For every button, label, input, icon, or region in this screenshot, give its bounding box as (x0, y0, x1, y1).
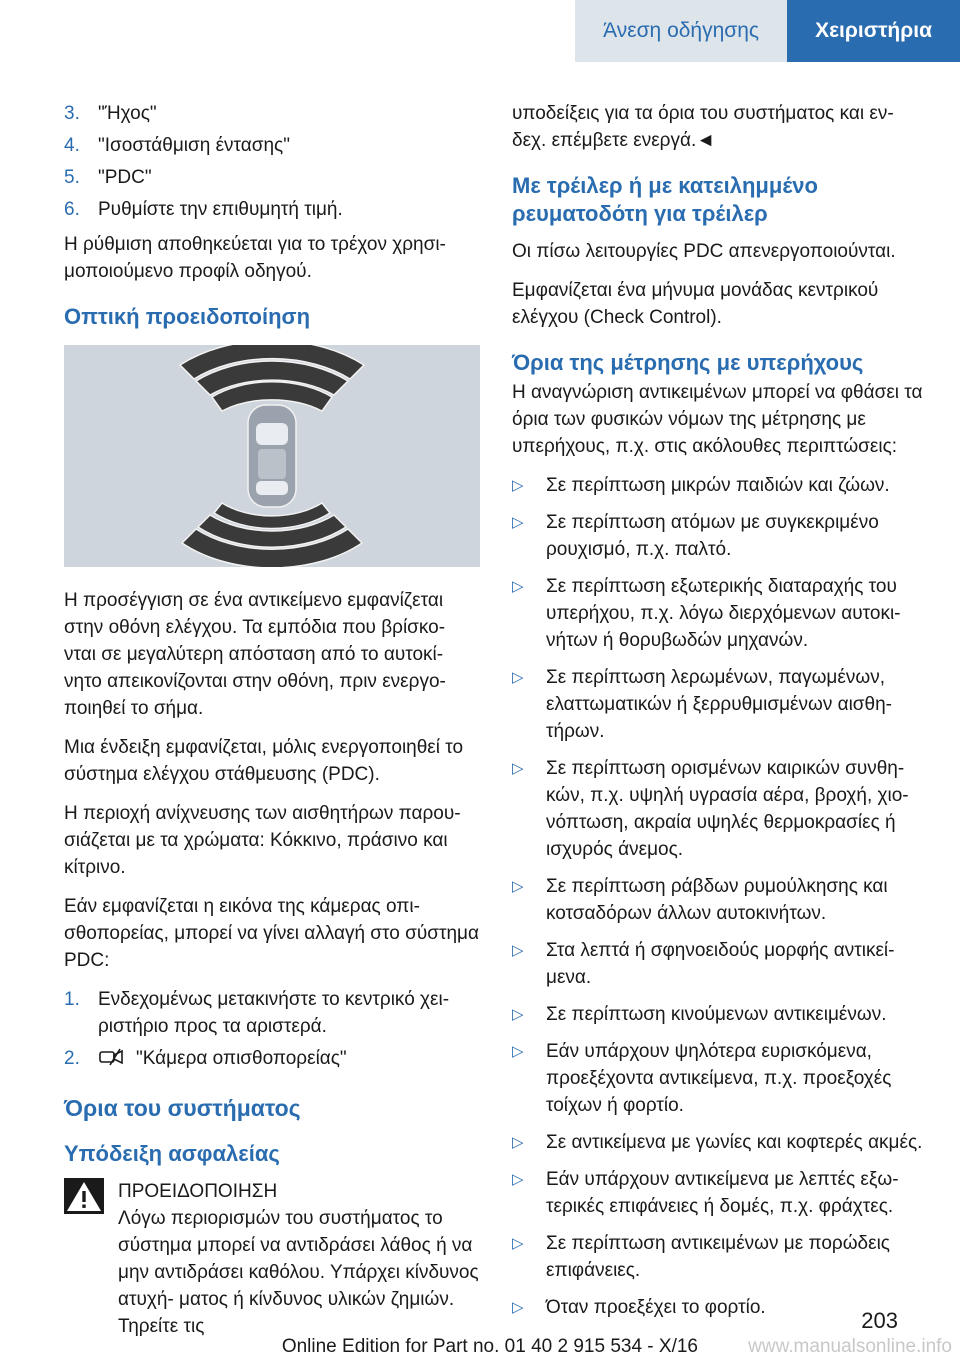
left-column (64, 100, 480, 1340)
visual-para-4: Εάν εμφανίζεται η εικόνα της κάμερας οπι‐ σθοπορείας, μπορεί να γίνει αλλαγή στο σύστημα PDC: (64, 896, 479, 971)
triangle-bullet-icon: ▷ (512, 942, 524, 959)
watermark: www.manualsonline.info (748, 1336, 952, 1357)
list-item: ▷ Σε περίπτωση μικρών παιδιών και ζώων. (512, 472, 928, 499)
list-item: 2. "Κάμερα οπισθοπορείας" (64, 1048, 347, 1069)
list-item: ▷ Σε περίπτωση λερωμένων, παγωμένων, ελαττωματικών ή ξερρυθμισμένων αισθη‐ τήρων. (512, 664, 928, 745)
rear-camera-icon (98, 1047, 128, 1067)
warning-text: Λόγω περιορισμών του συστήματος το σύστημα μπορεί να αντιδράσει λάθος ή να μην αντιδράσει καθόλου. Υπάρχει κίνδυνος ατυχή‐ ματος ή κίνδυνος υλικών ζημιών. Τηρείτε τις (118, 1208, 479, 1337)
trailer-para-1: Οι πίσω λειτουργίες PDC απενεργοποιούνται. (512, 241, 896, 262)
list-item: ▷ Εάν υπάρχουν αντικείμενα με λεπτές εξω‐ τερικές επιφάνειες ή δομές, π.χ. φράχτες. (512, 1166, 928, 1220)
list-item: 5. "PDC" (64, 167, 152, 188)
trailer-heading: Με τρέιλερ ή με κατειλημμένο ρευματοδότη για τρέιλερ (512, 173, 818, 226)
triangle-bullet-icon: ▷ (512, 1299, 524, 1316)
triangle-bullet-icon: ▷ (512, 1171, 524, 1188)
visual-para-2: Μια ένδειξη εμφανίζεται, μόλις ενεργοποιηθεί το σύστημα ελέγχου στάθμευσης (PDC). (64, 737, 464, 785)
triangle-bullet-icon: ▷ (512, 669, 524, 686)
list-item: ▷ Σε περίπτωση ορισμένων καιρικών συνθη‐ κών, π.χ. υψηλή υγρασία αέρα, βροχή, χιο‐ νόπτωση, ακραία υψηλές θερμοκρασίες ή ισχυρός άνεμος. (512, 755, 928, 863)
list-item: ▷ Όταν προεξέχει το φορτίο. (512, 1294, 928, 1321)
safety-heading: Υπόδειξη ασφαλείας (64, 1141, 280, 1166)
list-item: 6. Ρυθμίστε την επιθυμητή τιμή. (64, 199, 343, 220)
list-item: ▷ Σε περίπτωση αντικειμένων με πορώδεις επιφάνειες. (512, 1230, 928, 1284)
trailer-para-2: Εμφανίζεται ένα μήνυμα μονάδας κεντρικού ελέγχου (Check Control). (512, 280, 879, 328)
list-item: ▷ Σε αντικείμενα με γωνίες και κοφτερές ακμές. (512, 1129, 928, 1156)
steps-top-list (64, 100, 480, 223)
page-number: 203 (861, 1308, 898, 1333)
triangle-bullet-icon: ▷ (512, 1043, 524, 1060)
continued-text: υποδείξεις για τα όρια του συστήματος και εν‐ δεχ. επέμβετε ενεργά.◄ (512, 103, 894, 151)
visual-para-3: Η περιοχή ανίχνευσης των αισθητήρων παρου‐ σιάζεται με τα χρώματα: Κόκκινο, πράσινο και κίτρινο. (64, 803, 461, 878)
list-item: ▷ Σε περίπτωση κινούμενων αντικειμένων. (512, 1001, 928, 1028)
list-item: 1. Ενδεχομένως μετακινήστε το κεντρικό χει‐ ριστήριο προς τα αριστερά. (64, 989, 450, 1037)
section-tab: Άνεση οδήγησης (575, 0, 787, 62)
page-footer (0, 1282, 960, 1362)
list-item: 3. "Ήχος" (64, 103, 157, 124)
triangle-bullet-icon: ▷ (512, 477, 524, 494)
pdc-display-image (64, 345, 480, 567)
visual-para-1: Η προσέγγιση σε ένα αντικείμενο εμφανίζεται στην οθόνη ελέγχου. Τα εμπόδια που βρίσκο‐ νται σε μεγαλύτερη απόσταση από το αυτοκί‐ νητο απεικονίζονται στην οθόνη, πριν ενεργο‐ ποιηθεί το σήμα. (64, 590, 446, 719)
ultrasound-limits-heading: Όρια της μέτρησης με υπερήχους (512, 350, 864, 375)
ultrasound-para: Η αναγνώριση αντικειμένων μπορεί να φθάσει τα όρια των φυσικών νόμων της μέτρησης με υπερήχους, π.χ. στις ακόλουθες περιπτώσεις: (512, 382, 923, 457)
triangle-bullet-icon: ▷ (512, 578, 524, 595)
page-header (575, 0, 960, 62)
list-item: ▷ Στα λεπτά ή σφηνοειδούς μορφής αντικεί‐ μενα. (512, 937, 928, 991)
triangle-bullet-icon: ▷ (512, 878, 524, 895)
list-item: 4. "Ισοστάθμιση έντασης" (64, 135, 290, 156)
steps-bottom-list (64, 986, 480, 1072)
list-item: ▷ Εάν υπάρχουν ψηλότερα ευρισκόμενα, προεξέχοντα αντικείμενα, π.χ. προεξοχές τοίχων ή φορτίο. (512, 1038, 928, 1119)
triangle-bullet-icon: ▷ (512, 1235, 524, 1252)
saved-note: Η ρύθμιση αποθηκεύεται για το τρέχον χρησι‐ μοποιούμενο προφίλ οδηγού. (64, 234, 446, 282)
warning-title: ΠΡΟΕΙΔΟΠΟΙΗΣΗ (118, 1181, 278, 1202)
list-item: ▷ Σε περίπτωση εξωτερικής διαταραχής του υπερήχου, π.χ. λόγω διερχόμενων αυτοκι‐ νήτων ή θορυβωδών μηχανών. (512, 573, 928, 654)
list-item: ▷ Σε περίπτωση ατόμων με συγκεκριμένο ρουχισμό, π.χ. παλτό. (512, 509, 928, 563)
warning-triangle-icon (64, 1178, 104, 1214)
triangle-bullet-icon: ▷ (512, 1134, 524, 1151)
triangle-bullet-icon: ▷ (512, 514, 524, 531)
triangle-bullet-icon: ▷ (512, 1006, 524, 1023)
triangle-bullet-icon: ▷ (512, 760, 524, 777)
system-limits-heading: Όρια του συστήματος (64, 1095, 301, 1121)
visual-warning-heading: Οπτική προειδοποίηση (64, 304, 311, 329)
chapter-tab: Χειριστήρια (787, 0, 960, 62)
limits-bullet-list (512, 472, 928, 1321)
right-column (512, 100, 928, 1331)
list-item: ▷ Σε περίπτωση ράβδων ρυμούλκησης και κοτσαδόρων άλλων αυτοκινήτων. (512, 873, 928, 927)
edition-note: Online Edition for Part no. 01 40 2 915 534 - X/16 (281, 1336, 698, 1357)
